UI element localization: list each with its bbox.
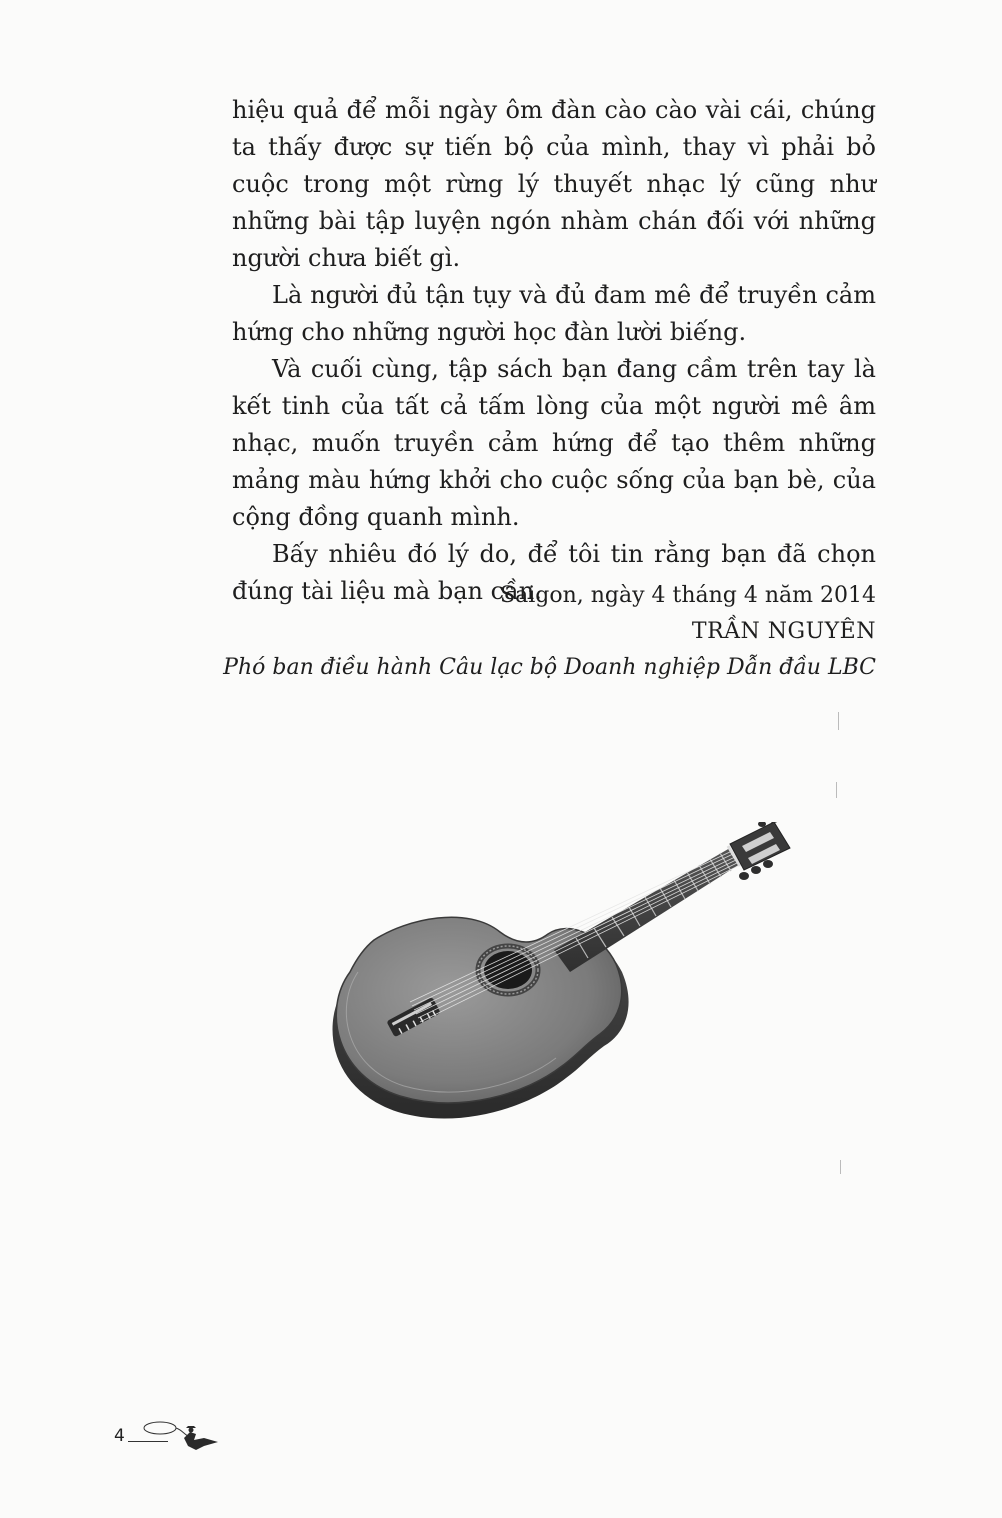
body-text <box>232 92 876 610</box>
paragraph-4: Bấy nhiêu đó lý do, để tôi tin rằng bạn đã chọn đúng tài liệu mà bạn cần. <box>232 540 876 605</box>
page-footer <box>114 1416 234 1456</box>
signature-name: TRẦN NGUYÊN <box>691 619 876 644</box>
paragraph-1: hiệu quả để mỗi ngày ôm đàn cào cào vài cái, chúng ta thấy được sự tiến bộ của mình, thay vì phải bỏ cuộc trong một rừng lý thuyết nhạc lý cũng như những bài tập luyện ngón nhàm chán đối với những người chưa biết gì. <box>232 96 876 272</box>
margin-mark <box>836 782 837 798</box>
guitar-icon <box>318 822 798 1122</box>
margin-mark <box>840 1160 841 1174</box>
signature-role: Phó ban điều hành Câu lạc bộ Doanh nghiệp Dẫn đầu LBC <box>223 655 876 680</box>
cowboy-lasso-icon <box>138 1416 222 1456</box>
signature-place-date: Saigon, ngày 4 tháng 4 năm 2014 <box>500 583 876 608</box>
paragraph-3: Và cuối cùng, tập sách bạn đang cầm trên tay là kết tinh của tất cả tấm lòng của một người mê âm nhạc, muốn truyền cảm hứng để tạo thêm những mảng màu hứng khởi cho cuộc sống của bạn bè, của cộng đồng quanh mình. <box>232 355 876 531</box>
paragraph-2: Là người đủ tận tụy và đủ đam mê để truyền cảm hứng cho những người học đàn lười biếng. <box>232 281 876 346</box>
signature-block <box>223 578 876 686</box>
guitar-illustration <box>318 822 798 1122</box>
margin-mark <box>838 712 839 730</box>
page-number: 4 <box>114 1426 125 1446</box>
